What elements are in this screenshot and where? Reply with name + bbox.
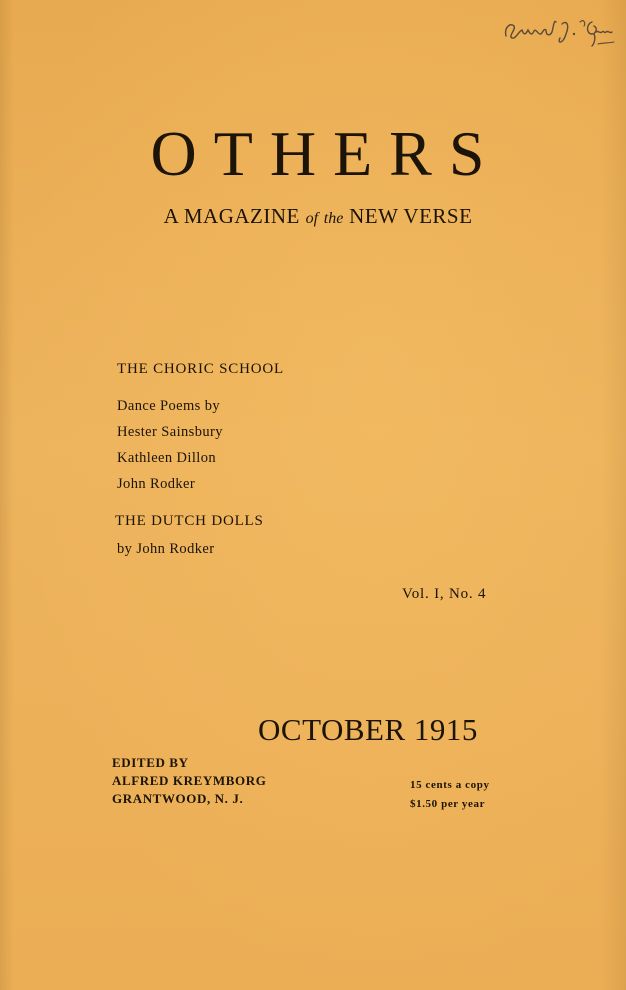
- subtitle-of: of: [305, 210, 319, 227]
- contents-heading-choric-school: THE CHORIC SCHOOL: [117, 361, 284, 377]
- contents-author: Kathleen Dillon: [117, 450, 217, 466]
- magazine-subtitle: [118, 202, 518, 233]
- editor-location: GRANTWOOD, N. J.: [112, 791, 244, 806]
- contents-author: John Rodker: [117, 476, 196, 492]
- magazine-title: OTHERS: [150, 118, 502, 189]
- editor-block: [112, 754, 266, 808]
- price-per-copy: 15 cents a copy: [410, 779, 490, 791]
- issue-date: OCTOBER 1915: [258, 712, 478, 747]
- subtitle-the: the: [323, 210, 344, 227]
- contents-heading-dutch-dolls: THE DUTCH DOLLS: [115, 513, 264, 529]
- subtitle-new-verse: NEW VERSE: [349, 204, 473, 228]
- volume-number: Vol. I, No. 4: [402, 586, 487, 602]
- contents-author: Hester Sainsbury: [117, 424, 223, 440]
- contents-line: Dance Poems by: [117, 398, 221, 414]
- signature-scrawl: [500, 10, 618, 54]
- edited-by-label: EDITED BY: [112, 755, 189, 770]
- editor-name: ALFRED KREYMBORG: [112, 773, 267, 788]
- subtitle-magazine: A MAGAZINE: [163, 204, 300, 228]
- handwritten-signature: [500, 10, 618, 54]
- contents-author: by John Rodker: [117, 541, 215, 557]
- price-block: [410, 776, 490, 814]
- price-per-year: $1.50 per year: [410, 798, 486, 810]
